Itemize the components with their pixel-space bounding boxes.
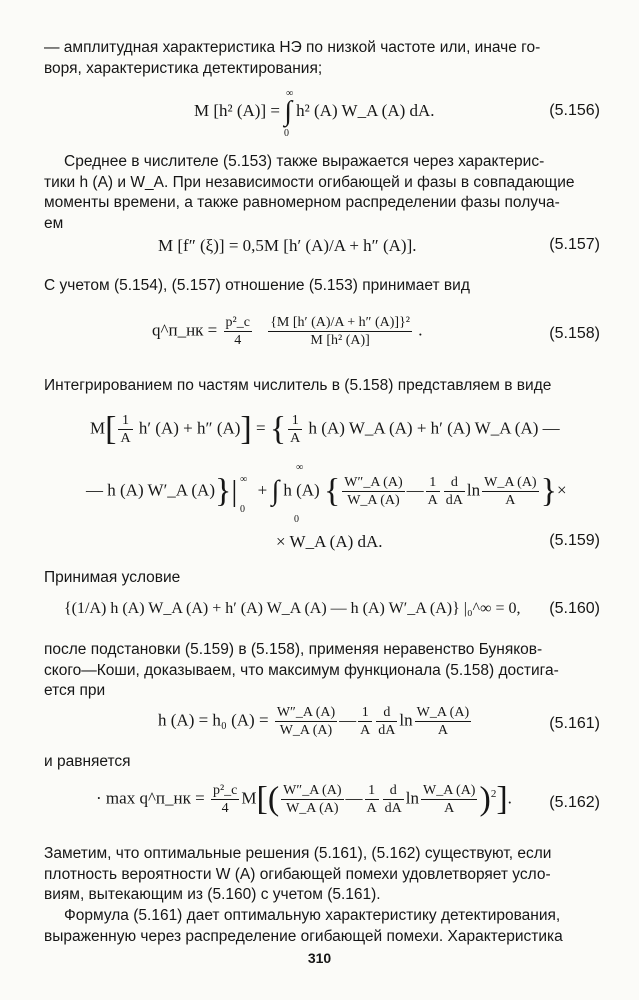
minus: — [339,710,357,730]
paragraph-2 [44,152,600,234]
text-line: С учетом (5.154), (5.157) отношение (5.153) принимает вид [44,277,470,294]
fraction: $\frac{d}{dA}$ [378,705,396,738]
equation-number: (5.160) [549,600,600,617]
equation-lhs: M [h² (A)] = [194,100,285,120]
expression: h (A) [283,480,320,500]
fraction: $\frac{W\_A (A)}{A}$ [484,475,537,508]
fraction: $\frac{\text{p²\_c}}{4}$ [212,783,238,816]
ln: ln [399,710,413,730]
paragraph-1 [44,38,600,79]
equation-number: (5.159) [549,532,600,549]
exponent: 2 [490,787,497,800]
plus: + [257,480,268,500]
text-line: тики h (A) и W_A. При независимости огибающей и фазы в совпадающие [44,173,575,191]
text-line: плотность вероятности W (A) огибающей помехи удовлетворяет усло- [44,865,551,883]
minus: — [406,480,424,500]
ln: ln [405,788,419,808]
text-line: воря, характеристика детектирования; [44,59,323,77]
minus: — [345,788,363,808]
right-brace: } [215,472,232,510]
right-bracket: ] [496,780,508,818]
equation-5-162 [44,780,600,830]
paragraph-8 [44,844,600,906]
fraction: $\frac{\text{\{M [h′ (A)/A + h″ (A)]\}²}}{\text{M [h² (A)]}}$ [270,315,410,348]
right-paren: ) [479,780,491,818]
integral-lower-limit: 0 [294,514,299,525]
equals: = [251,418,270,438]
bullet: · [96,788,102,808]
right-bracket: ] [240,410,252,448]
fraction: $\frac{W''\_A (A)}{W\_A (A)}$ [276,705,336,738]
paragraph-5 [44,568,600,589]
fraction: $\frac{d}{dA}$ [384,783,402,816]
equation-5-156 [44,88,600,139]
equation-tail: . [507,788,512,808]
fraction: $\frac{W''\_A (A)}{W\_A (A)}$ [344,475,403,508]
integral-sign: ∫ [271,475,280,507]
evaluation-lower-limit: 0 [240,504,245,515]
equation-number: (5.162) [549,794,600,811]
evaluation-bar: | [231,474,238,508]
fraction: $\frac{W\_A (A)}{A}$ [416,705,470,738]
fraction: $\frac{\text{p²\_c}}{4}$ [225,315,250,348]
equation-number: (5.161) [549,715,600,732]
equation-lhs: max q^п_нк = [105,788,209,808]
equation-5-161 [44,702,600,748]
expression: h′ (A) + h″ (A) [138,418,241,438]
equation-number: (5.158) [549,325,600,342]
equation-lhs: q^п_нк = [152,320,222,340]
integral-lower-limit: 0 [284,128,289,139]
fraction: $\frac{d}{dA}$ [445,475,463,508]
equation-tail: . [418,320,423,340]
equation-5-158 [44,312,600,358]
times: × [556,480,567,500]
equation-lhs: h (A) = h₀ (A) = [158,710,273,730]
evaluation-upper-limit: ∞ [240,474,248,485]
paragraph-7 [44,752,600,773]
paragraph-9 [44,906,600,947]
left-bracket: [ [105,410,117,448]
text-line: после подстановки (5.159) в (5.158), применяя неравенство Буняков- [44,641,543,658]
left-paren: ( [267,780,280,818]
fraction: $\frac{W''\_A (A)}{W\_A (A)}$ [283,783,342,816]
paragraph-6 [44,640,600,702]
page-number: 310 [307,950,332,966]
text-line: и равняется [44,753,131,770]
paragraph-4 [44,376,600,397]
integral-sign: ∫ [284,96,292,127]
equation-5-159-line-1 [44,410,600,456]
fraction: $\frac{1}{A}$ [290,413,301,446]
equation-5-157 [44,236,600,260]
text-line: Интегрированием по частям числитель в (5.158) представляем в виде [44,377,552,394]
text-line: Среднее в числителе (5.153) также выражается через характерис- [64,153,545,170]
text-line: ется при [44,682,106,699]
left-brace: { [323,472,341,510]
equation-5-160 [44,600,600,626]
text-line: Заметим, что оптимальные решения (5.161), (5.162) существуют, если [44,845,552,862]
left-bracket: [ [256,780,268,818]
equation-5-159-line-2 [44,462,600,526]
left-brace: { [269,410,287,448]
text-line: ем [44,214,64,232]
operator-m: M [90,418,106,438]
text-line: виям, вытекающим из (5.160) с учетом (5.161). [44,886,381,903]
text-line: ского—Коши, доказываем, что максимум функционала (5.158) достига- [44,661,559,679]
equation-number: (5.157) [549,236,600,253]
equation-5-159-line-3 [44,532,600,556]
integral-upper-limit: ∞ [286,88,294,99]
fraction: $\frac{1}{A}$ [360,705,371,738]
expression: h (A) W_A (A) + h′ (A) W_A (A) — [308,418,560,438]
integral-upper-limit: ∞ [296,462,304,473]
text-line: — амплитудная характеристика НЭ по низкой частоте или, иначе го- [44,39,541,56]
expression: — h (A) W′_A (A) [86,480,215,500]
fraction: $\frac{1}{A}$ [366,783,377,816]
equation-body: M [f″ (ξ)] = 0,5M [h′ (A)/A + h″ (A)]. [158,236,417,255]
equation-rhs: h² (A) W_A (A) dA. [296,100,435,120]
text-line: Формула (5.161) дает оптимальную характеристику детектирования, [64,907,561,924]
equation-body: {(1/A) h (A) W_A (A) + h′ (A) W_A (A) — h (A) W′_A (A)} |₀^∞ = 0, [64,600,521,617]
text-line: моменты времени, а также равномерном распределении фазы получа- [44,194,560,211]
text-line: Принимая условие [44,569,181,586]
paragraph-3 [44,276,600,297]
fraction: $\frac{W\_A (A)}{A}$ [422,783,476,816]
fraction: $\frac{1}{A}$ [120,413,131,446]
equation-number: (5.156) [549,102,600,119]
operator-m: M [241,788,257,808]
text-line: выраженную через распределение огибающей помехи. Характеристика [44,927,563,945]
ln: ln [466,480,481,500]
right-brace: } [540,472,557,510]
equation-body: × W_A (A) dA. [276,532,383,551]
fraction: $\frac{1}{A}$ [427,475,438,508]
